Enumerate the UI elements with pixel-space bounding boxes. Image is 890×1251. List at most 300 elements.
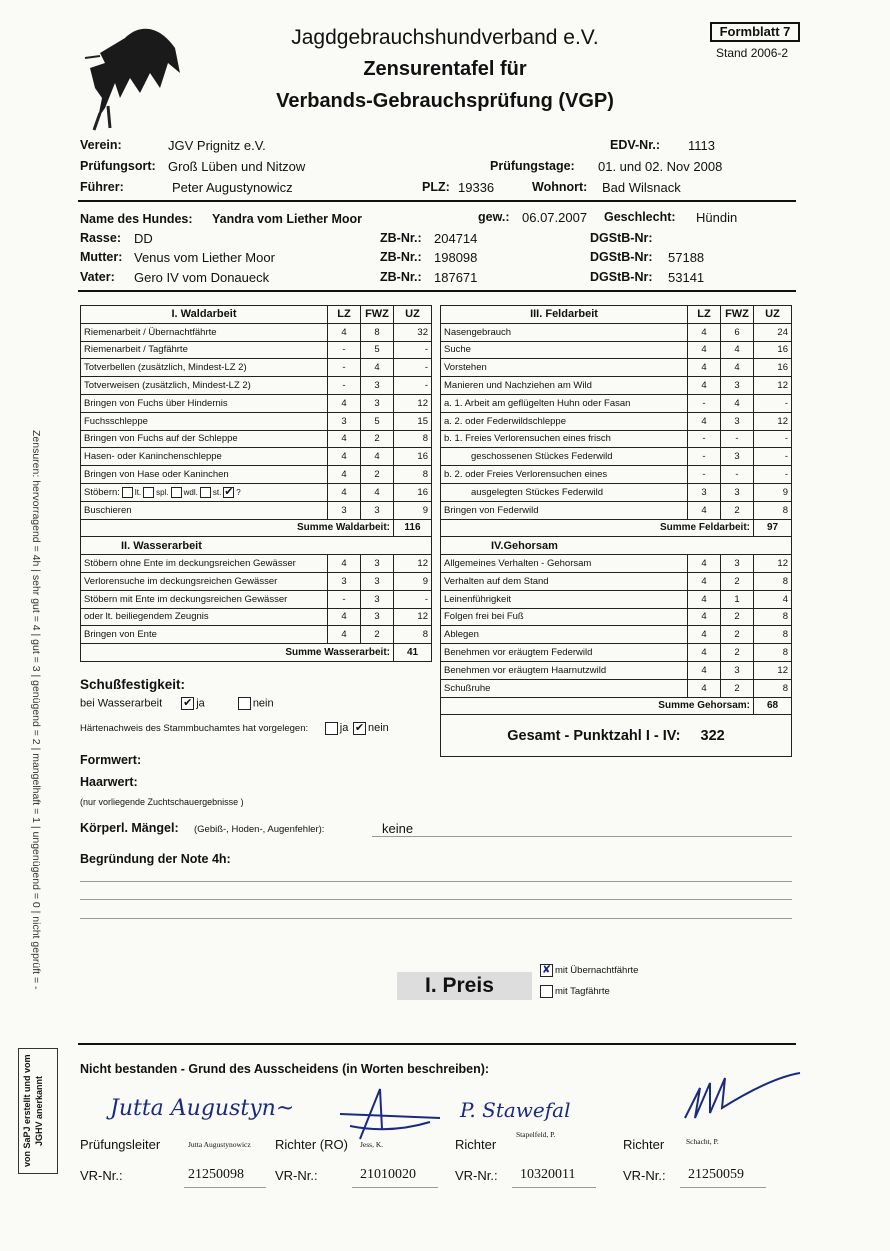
feld-cell-fwz: 4 (721, 359, 754, 377)
wald-title: I. Waldarbeit (81, 306, 328, 324)
gehorsam-cell-lz: 4 (688, 626, 721, 644)
role-richter-ro: Richter (RO) (275, 1137, 348, 1152)
feld-row (441, 466, 792, 484)
feld-cell-fwz: 3 (721, 483, 754, 501)
wald-cell-fwz: 4 (361, 483, 394, 501)
koerper-value: keine (382, 821, 414, 836)
wald-row (81, 394, 432, 412)
wohnort-label: Wohnort: (532, 180, 588, 194)
wohnort-value: Bad Wilsnack (602, 180, 681, 195)
gehorsam-cell-uz: 8 (754, 626, 792, 644)
feld-cell-uz: 8 (754, 501, 792, 519)
wald-cell-fwz: 4 (361, 448, 394, 466)
feld-row-label: geschossenen Stückes Federwild (471, 451, 613, 463)
feld-cell-uz: 12 (754, 377, 792, 395)
wald-cell-fwz: 2 (361, 466, 394, 484)
verein-value: JGV Prignitz e.V. (168, 138, 266, 153)
wald-cell-label (81, 483, 328, 501)
wald-cell-lz: 4 (328, 483, 361, 501)
wald-cell-label (81, 323, 328, 341)
gehorsam-cell-uz: 12 (754, 555, 792, 573)
col-lz: LZ (328, 306, 361, 324)
wald-cell-fwz: 2 (361, 430, 394, 448)
feld-cell-label (441, 483, 688, 501)
wasser-row-label: Bringen von Ente (84, 629, 157, 641)
wald-cell-label (81, 448, 328, 466)
feld-cell-fwz: - (721, 466, 754, 484)
haerte-row (80, 722, 389, 735)
table-feld-gehorsam (440, 305, 792, 757)
schuss-ja-checkbox[interactable]: ✔ (183, 697, 193, 709)
gehorsam-rows (441, 555, 792, 697)
preis-tag-label: mit Tagfährte (555, 986, 610, 998)
gehorsam-cell-label (441, 590, 688, 608)
gehorsam-row (441, 555, 792, 573)
divider-bottom (78, 1043, 796, 1045)
feld-rows (441, 323, 792, 519)
stoebern-checkbox[interactable] (122, 487, 133, 498)
gehorsam-cell-uz: 12 (754, 661, 792, 679)
feld-cell-lz: - (688, 448, 721, 466)
dgstb-label: DGStB-Nr: (590, 231, 653, 245)
geschlecht-label: Geschlecht: (604, 210, 676, 224)
name-pruefungsleiter: Jutta Augustynowicz (188, 1140, 251, 1149)
gehorsam-cell-fwz: 2 (721, 608, 754, 626)
haerte-ja-label: ja (339, 722, 349, 735)
mutter-dgstb-label: DGStB-Nr: (590, 250, 653, 264)
signature-pruefungsleiter: Jutta Augustyn~ (110, 1096, 295, 1121)
feld-cell-lz: 4 (688, 341, 721, 359)
gehorsam-cell-label (441, 626, 688, 644)
wald-cell-lz: 4 (328, 448, 361, 466)
feld-cell-label (441, 448, 688, 466)
wald-row (81, 501, 432, 519)
feld-row (441, 394, 792, 412)
begruendung-line-3 (80, 918, 792, 919)
feld-row-label: Bringen von Federwild (444, 504, 539, 516)
rasse-value: DD (134, 231, 153, 246)
feld-title: III. Feldarbeit (441, 306, 688, 324)
feld-cell-fwz: 3 (721, 448, 754, 466)
feld-cell-label (441, 430, 688, 448)
gehorsam-row-label: Benehmen vor eräugtem Federwild (444, 647, 593, 659)
wald-row-label: Totverbellen (zusätzlich, Mindest-LZ 2) (84, 362, 247, 374)
vr-line-2 (352, 1187, 438, 1188)
wald-cell-uz: 16 (394, 448, 432, 466)
wald-cell-lz: 4 (328, 323, 361, 341)
wald-row-label: Buschieren (84, 504, 132, 516)
feld-cell-label (441, 359, 688, 377)
feld-cell-fwz: 2 (721, 501, 754, 519)
wald-cell-lz: 4 (328, 430, 361, 448)
gehorsam-cell-uz: 8 (754, 679, 792, 697)
wald-cell-fwz: 5 (361, 341, 394, 359)
schuss-title: Schußfestigkeit: (80, 677, 186, 692)
wasser-cell-lz: - (328, 590, 361, 608)
wald-cell-fwz: 8 (361, 323, 394, 341)
feld-cell-uz: 12 (754, 412, 792, 430)
gehorsam-cell-lz: 4 (688, 590, 721, 608)
wald-cell-uz: 32 (394, 323, 432, 341)
wald-row (81, 359, 432, 377)
rasse-label: Rasse: (80, 231, 121, 245)
wald-cell-label (81, 501, 328, 519)
feld-cell-lz: 3 (688, 483, 721, 501)
wald-row (81, 430, 432, 448)
feld-row-label: b. 1. Freies Verlorensuchen eines frisch (444, 433, 611, 445)
wald-sum-label: Summe Waldarbeit: (81, 519, 394, 537)
feld-cell-label (441, 323, 688, 341)
gehorsam-cell-lz: 4 (688, 572, 721, 590)
begruendung-line-2 (80, 899, 792, 900)
wald-row-label: Totverweisen (zusätzlich, Mindest-LZ 2) (84, 380, 251, 392)
gehorsam-cell-label (441, 679, 688, 697)
pruefungsort-value: Groß Lüben und Nitzow (168, 159, 306, 174)
vr-value-1: 21250098 (188, 1167, 244, 1182)
feld-cell-fwz: - (721, 430, 754, 448)
signature-richter-ro (320, 1084, 460, 1144)
vr-line-3 (512, 1187, 596, 1188)
gehorsam-cell-fwz: 3 (721, 555, 754, 573)
gehorsam-row (441, 608, 792, 626)
wasser-row-label: oder lt. beiliegendem Zeugnis (84, 611, 209, 623)
schuss-ja-label: ja (196, 697, 205, 710)
feld-row-label: Nasengebrauch (444, 326, 512, 338)
feld-cell-uz: 9 (754, 483, 792, 501)
pruefungsort-label: Prüfungsort: (80, 159, 156, 173)
koerper-line (372, 836, 792, 837)
wald-cell-uz: 15 (394, 412, 432, 430)
recognition-stamp: von SaPJ erstellt und vom JGHV anerkannt (18, 1048, 58, 1174)
wald-sum-value: 116 (394, 519, 432, 537)
wald-cell-label (81, 359, 328, 377)
gesamt-value: 322 (700, 727, 725, 744)
wald-row-label: Bringen von Fuchs über Hindernis (84, 397, 228, 409)
wald-rows (81, 323, 432, 519)
gehorsam-cell-label (441, 644, 688, 662)
wasser-row (81, 590, 432, 608)
haerte-ja-checkbox[interactable] (325, 722, 338, 735)
plz-label: PLZ: (422, 180, 450, 194)
title-line2: Verbands-Gebrauchsprüfung (VGP) (276, 90, 614, 112)
wasser-row (81, 555, 432, 573)
wald-cell-uz: - (394, 359, 432, 377)
gehorsam-cell-lz: 4 (688, 555, 721, 573)
feld-cell-fwz: 4 (721, 341, 754, 359)
wald-cell-lz: 3 (328, 501, 361, 519)
wasser-cell-label (81, 626, 328, 644)
wald-cell-fwz: 3 (361, 377, 394, 395)
begruendung-line-1 (80, 881, 792, 882)
col-lz-2: LZ (688, 306, 721, 324)
gehorsam-row-label: Leinenführigkeit (444, 593, 512, 605)
pruefungstage-value: 01. und 02. Nov 2008 (598, 159, 723, 174)
feld-row (441, 412, 792, 430)
vr-value-4: 21250059 (688, 1167, 744, 1182)
mutter-zb-label: ZB-Nr.: (380, 250, 422, 264)
vater-dgstb-label: DGStB-Nr: (590, 270, 653, 284)
gehorsam-cell-label (441, 608, 688, 626)
feld-row (441, 501, 792, 519)
wasser-row-label: Verlorensuche im deckungsreichen Gewässer (84, 575, 278, 587)
preis-tag-row (538, 985, 610, 998)
schuss-wasser (80, 697, 274, 710)
gehorsam-cell-fwz: 1 (721, 590, 754, 608)
gehorsam-cell-uz: 8 (754, 572, 792, 590)
name-richter-ro: Jess, K. (360, 1140, 384, 1149)
feld-row (441, 341, 792, 359)
stoebern-option-label: ? (236, 487, 241, 497)
gehorsam-row-label: Schußruhe (444, 682, 491, 694)
wald-row-label: Bringen von Fuchs auf der Schleppe (84, 433, 238, 445)
wasser-cell-label (81, 608, 328, 626)
wasser-sum-label: Summe Wasserarbeit: (81, 644, 394, 662)
stoebern-option-label: spl. (156, 487, 169, 497)
gehorsam-cell-lz: 4 (688, 679, 721, 697)
wasser-cell-fwz: 3 (361, 572, 394, 590)
dogname-label: Name des Hundes: (80, 212, 193, 226)
feld-sum-value: 97 (754, 519, 792, 537)
signature-richter-3 (680, 1068, 810, 1128)
fuehrer-value: Peter Augustynowicz (172, 180, 293, 195)
wald-row (81, 448, 432, 466)
feld-row-label: Vorstehen (444, 362, 487, 374)
feld-cell-label (441, 412, 688, 430)
wald-row-label: Riemenarbeit / Tagfährte (84, 344, 188, 356)
vr-label-3: VR-Nr.: (455, 1168, 498, 1183)
wasser-cell-label (81, 590, 328, 608)
wasser-cell-uz: 12 (394, 555, 432, 573)
feld-row-label: ausgelegten Stückes Federwild (471, 486, 604, 498)
gehorsam-cell-fwz: 2 (721, 644, 754, 662)
gehorsam-cell-fwz: 2 (721, 626, 754, 644)
gehorsam-cell-fwz: 3 (721, 661, 754, 679)
wald-cell-label (81, 466, 328, 484)
wald-cell-lz: - (328, 341, 361, 359)
feld-cell-label (441, 501, 688, 519)
wald-cell-label (81, 394, 328, 412)
wasser-cell-uz: 12 (394, 608, 432, 626)
feld-row (441, 483, 792, 501)
feld-cell-lz: 4 (688, 359, 721, 377)
wald-cell-uz: - (394, 341, 432, 359)
wald-cell-fwz: 3 (361, 501, 394, 519)
stoebern-option-label: st. (212, 487, 222, 497)
feld-cell-lz: - (688, 466, 721, 484)
preis-ueber-checkbox[interactable]: ✘ (541, 964, 552, 976)
feld-cell-lz: 4 (688, 323, 721, 341)
wald-cell-lz: - (328, 377, 361, 395)
schuss-nein-label: nein (252, 697, 274, 710)
wald-cell-label (81, 430, 328, 448)
wald-cell-uz: 8 (394, 466, 432, 484)
wald-row-label: Bringen von Hase oder Kaninchen (84, 469, 229, 481)
gehorsam-row (441, 590, 792, 608)
feld-cell-label (441, 394, 688, 412)
wald-row (81, 412, 432, 430)
vr-line-1 (184, 1187, 266, 1188)
wald-row-label: Hasen- oder Kaninchenschleppe (84, 451, 222, 463)
pruefungstage-label: Prüfungstage: (490, 159, 575, 173)
gehorsam-sum-label: Summe Gehorsam: (441, 697, 754, 715)
side-grading-scale: Zensuren: hervorragend = 4h | sehr gut = 4 | gut = 3 | genügend = 2 | mangelhaft = 1 | ungenügend = 0 | nicht geprüft = - (30, 430, 42, 990)
mutter-dgstb-value: 57188 (668, 250, 705, 265)
feld-cell-label (441, 377, 688, 395)
wald-cell-uz: 16 (394, 483, 432, 501)
wasser-row-label: Stöbern ohne Ente im deckungsreichen Gewässer (84, 558, 296, 570)
role-richter-3: Richter (623, 1137, 665, 1152)
name-richter-2: Stapelfeld, P. (516, 1130, 556, 1139)
divider-dog (78, 290, 796, 292)
nicht-bestanden-label: Nicht bestanden - Grund des Ausscheidens (in Worten beschreiben): (80, 1062, 490, 1076)
gehorsam-cell-label (441, 555, 688, 573)
feld-cell-lz: - (688, 394, 721, 412)
preis-tag-checkbox[interactable] (540, 985, 553, 998)
zb-label: ZB-Nr.: (380, 231, 422, 245)
wald-row (81, 466, 432, 484)
stand-label: Stand 2006-2 (716, 46, 789, 60)
wasser-sum-value: 41 (394, 644, 432, 662)
feld-cell-uz: 24 (754, 323, 792, 341)
wasser-cell-label (81, 555, 328, 573)
stoebern-checkbox[interactable] (143, 487, 154, 498)
wald-cell-lz: 3 (328, 412, 361, 430)
feld-cell-fwz: 6 (721, 323, 754, 341)
feld-cell-lz: 4 (688, 501, 721, 519)
gehorsam-row-label: Ablegen (444, 629, 479, 641)
feld-row-label: a. 1. Arbeit am geflügelten Huhn oder Fasan (444, 397, 631, 409)
schuss-wasser-label: bei Wasserarbeit (80, 697, 163, 710)
preis-ueber-label: mit Übernachtfährte (555, 965, 639, 977)
feld-cell-label (441, 341, 688, 359)
wald-cell-label (81, 412, 328, 430)
wald-cell-fwz: 4 (361, 359, 394, 377)
edv-label: EDV-Nr.: (610, 138, 661, 152)
gehorsam-row (441, 644, 792, 662)
feld-cell-lz: 4 (688, 412, 721, 430)
preis-label: I. Preis (425, 974, 494, 997)
gehorsam-cell-fwz: 2 (721, 679, 754, 697)
gehorsam-row (441, 572, 792, 590)
wald-cell-lz: - (328, 359, 361, 377)
stoebern-checkbox[interactable] (200, 487, 211, 498)
title-line1: Zensurentafel für (363, 58, 527, 80)
col-uz: UZ (394, 306, 432, 324)
wald-row-label: Fuchsschleppe (84, 415, 148, 427)
gehorsam-cell-lz: 4 (688, 608, 721, 626)
stoebern-option-label: lt. (134, 487, 142, 497)
feld-row-label: a. 2. oder Federwildschleppe (444, 415, 566, 427)
wald-cell-lz: 4 (328, 466, 361, 484)
feld-cell-fwz: 4 (721, 394, 754, 412)
wald-row-label: Riemenarbeit / Übernachtfährte (84, 326, 217, 338)
vr-value-2: 21010020 (360, 1167, 416, 1182)
haerte-label: Härtenachweis des Stammbuchamtes hat vorgelegen: (80, 723, 309, 735)
stoebern-option-label: wdl. (183, 487, 198, 497)
wald-cell-fwz: 3 (361, 394, 394, 412)
feld-cell-fwz: 3 (721, 412, 754, 430)
wasser-cell-label (81, 572, 328, 590)
formwert-label: Formwert: (80, 753, 142, 767)
wald-cell-uz: 8 (394, 430, 432, 448)
gehorsam-cell-label (441, 572, 688, 590)
gehorsam-title: IV.Gehorsam (441, 537, 792, 555)
wald-cell-fwz: 5 (361, 412, 394, 430)
fuehrer-label: Führer: (80, 180, 124, 194)
feld-row-label: b. 2. oder Freies Verlorensuchen eines (444, 469, 608, 481)
begruendung-label: Begründung der Note 4h: (80, 852, 231, 866)
stoebern-checkbox[interactable]: ✔ (224, 485, 234, 498)
table-wald-wasser (80, 305, 432, 662)
schuss-nein-checkbox[interactable] (238, 697, 251, 710)
edv-value: 1113 (688, 138, 715, 153)
feld-cell-lz: 4 (688, 377, 721, 395)
wasser-cell-lz: 4 (328, 626, 361, 644)
mutter-label: Mutter: (80, 250, 123, 264)
wald-row (81, 377, 432, 395)
vr-line-4 (680, 1187, 766, 1188)
col-uz-2: UZ (754, 306, 792, 324)
vater-label: Vater: (80, 270, 115, 284)
feld-cell-label (441, 466, 688, 484)
wald-row (81, 323, 432, 341)
feld-row (441, 430, 792, 448)
signature-richter-2: P. Stawefal (460, 1098, 571, 1122)
wasser-row (81, 626, 432, 644)
feld-cell-uz: 16 (754, 341, 792, 359)
feld-row (441, 323, 792, 341)
wasser-cell-uz: - (394, 590, 432, 608)
formblatt-box: Formblatt 7 (710, 22, 800, 42)
preis-box (397, 972, 532, 1000)
zucht-note: (nur vorliegende Zuchtschauergebnisse ) (80, 797, 244, 807)
gehorsam-cell-fwz: 2 (721, 572, 754, 590)
wasser-cell-lz: 4 (328, 555, 361, 573)
feld-cell-uz: 16 (754, 359, 792, 377)
feld-cell-fwz: 3 (721, 377, 754, 395)
zb-value: 204714 (434, 231, 478, 246)
gehorsam-cell-uz: 4 (754, 590, 792, 608)
feld-cell-uz: - (754, 448, 792, 466)
gehorsam-row-label: Folgen frei bei Fuß (444, 611, 524, 623)
feld-row-label: Manieren und Nachziehen am Wild (444, 380, 592, 392)
gehorsam-row (441, 661, 792, 679)
feld-sum-label: Summe Feldarbeit: (441, 519, 754, 537)
haarwert-label: Haarwert: (80, 775, 138, 789)
wald-cell-label (81, 377, 328, 395)
vater-zb-label: ZB-Nr.: (380, 270, 422, 284)
feld-row (441, 448, 792, 466)
wald-cell-uz: 9 (394, 501, 432, 519)
gew-label: gew.: (478, 210, 510, 224)
vr-value-3: 10320011 (520, 1167, 576, 1182)
wasser-row (81, 572, 432, 590)
gehorsam-cell-uz: 8 (754, 644, 792, 662)
gehorsam-row (441, 679, 792, 697)
stoebern-checkbox[interactable] (171, 487, 182, 498)
haerte-nein-checkbox[interactable]: ✔ (354, 722, 365, 734)
feld-row-label: Suche (444, 344, 471, 356)
wasser-cell-lz: 4 (328, 608, 361, 626)
gesamt-label: Gesamt - Punktzahl I - IV: (507, 727, 681, 744)
wasser-cell-fwz: 2 (361, 626, 394, 644)
wald-cell-lz: 4 (328, 394, 361, 412)
col-fwz-2: FWZ (721, 306, 754, 324)
geschlecht-value: Hündin (696, 210, 738, 225)
vr-label-2: VR-Nr.: (275, 1168, 318, 1183)
mutter-value: Venus vom Liether Moor (134, 250, 275, 265)
wasser-cell-uz: 8 (394, 626, 432, 644)
